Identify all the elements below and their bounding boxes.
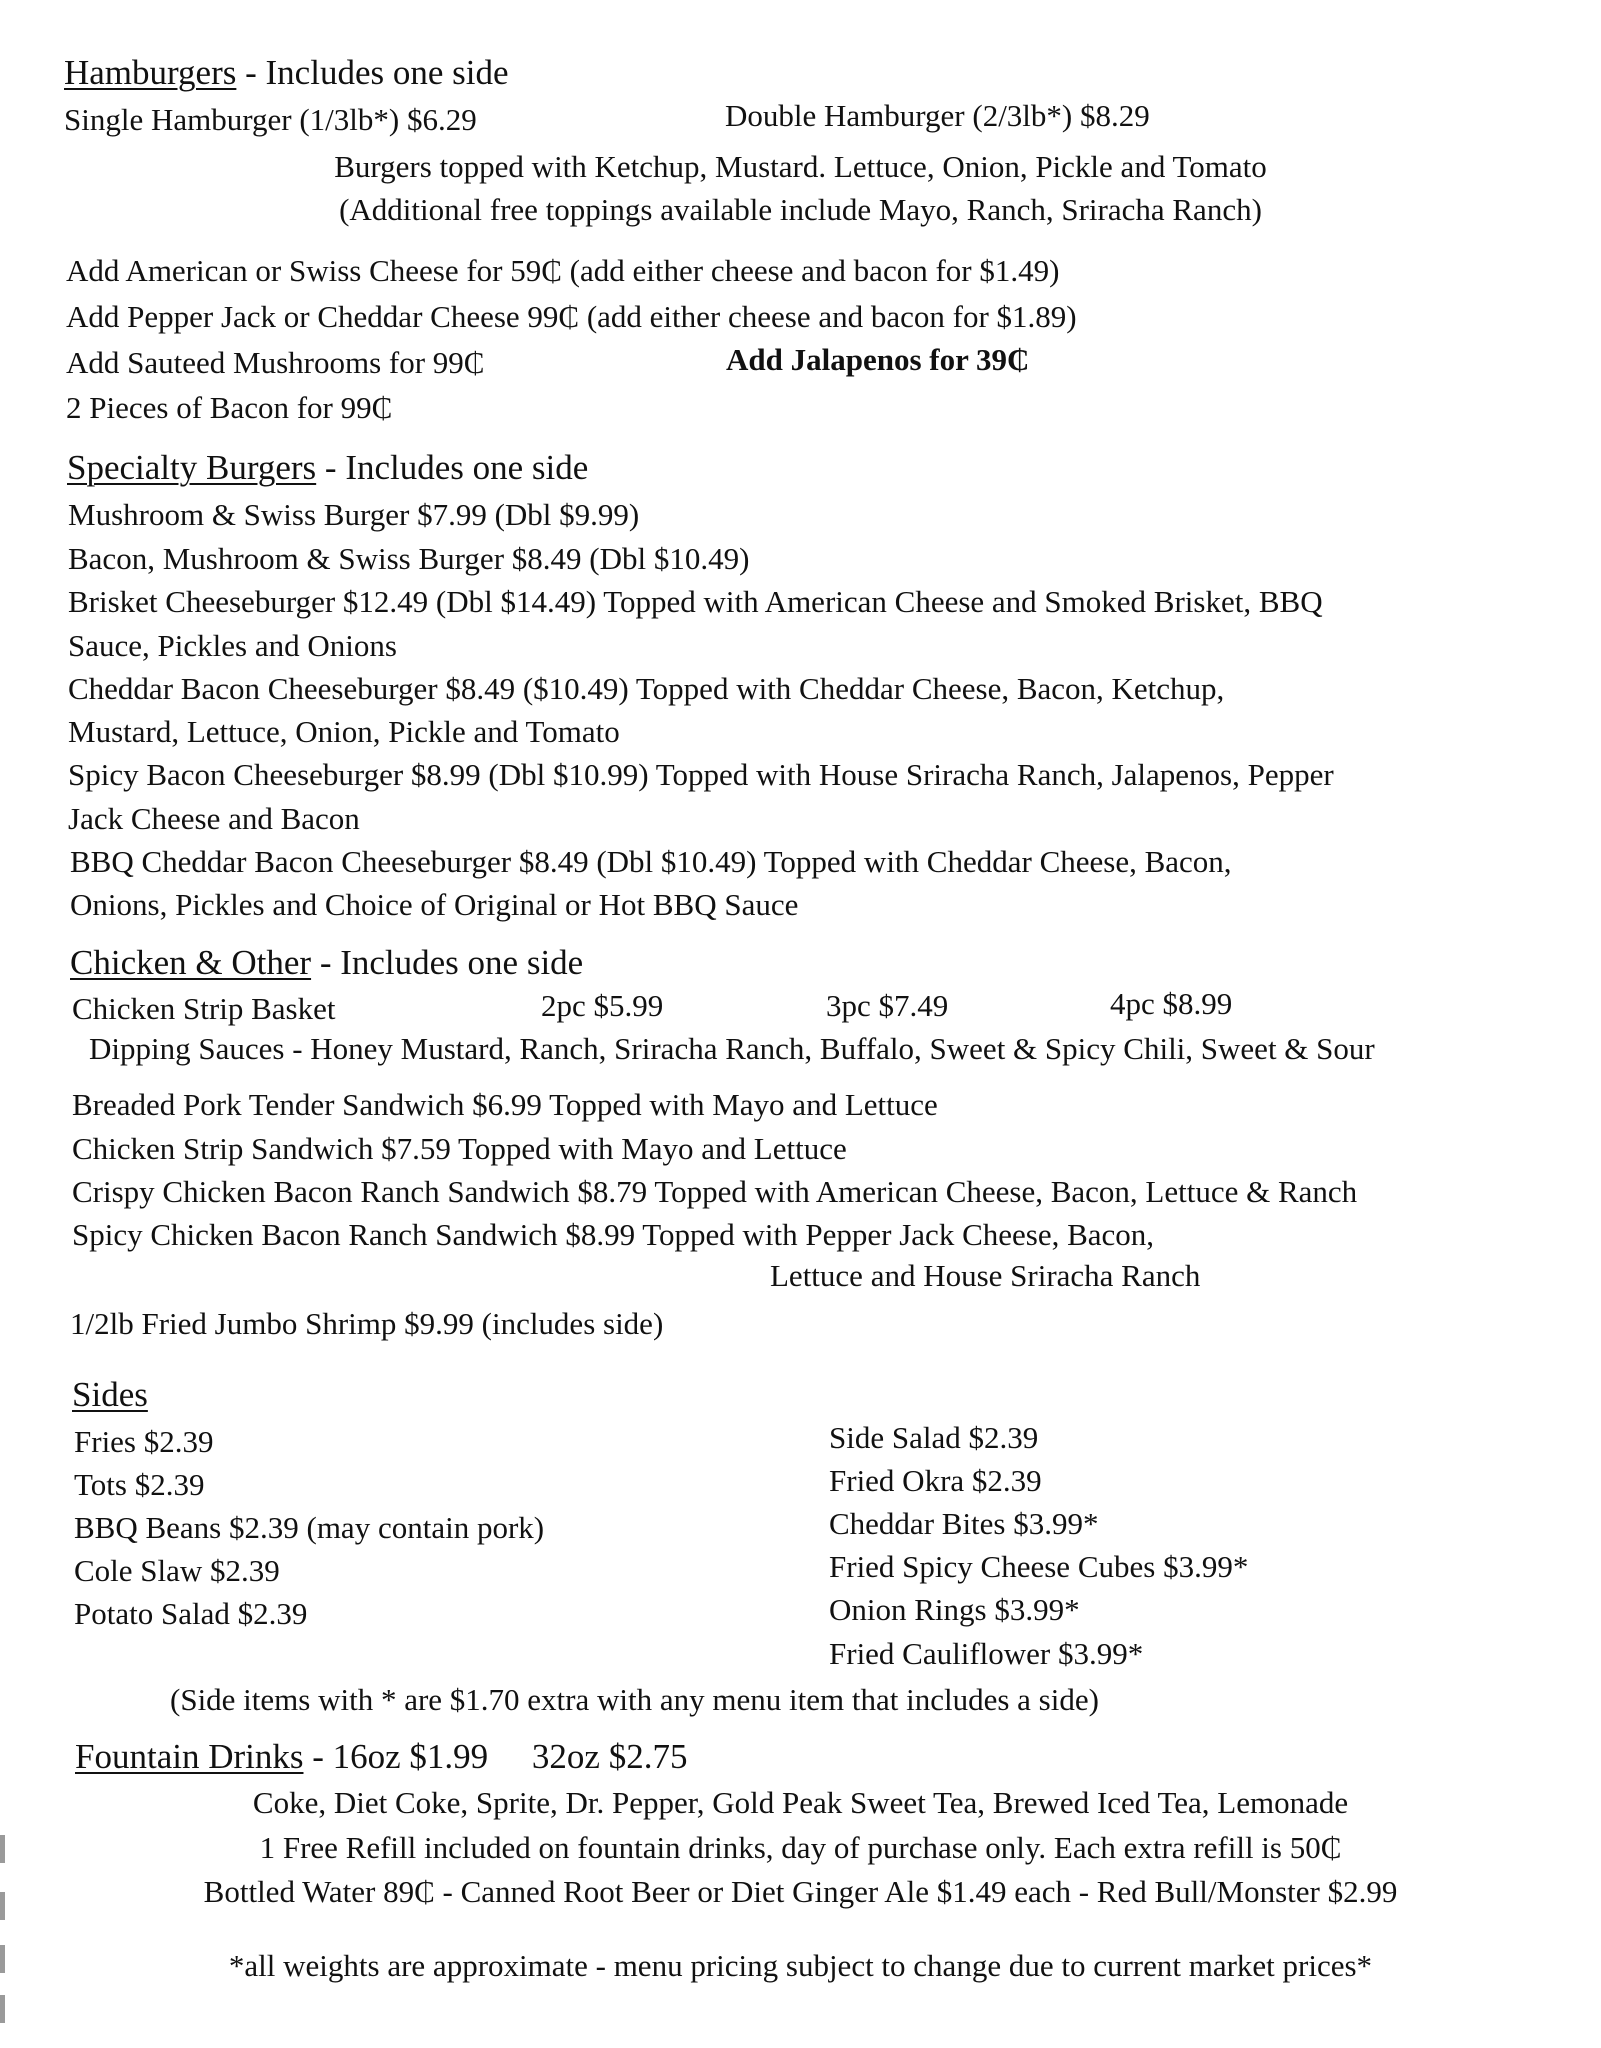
footer-disclaimer: *all weights are approximate - menu pricing subject to change due to current market prices*	[228, 1948, 1373, 1983]
specialty-subtitle: - Includes one side	[316, 448, 589, 487]
side-item: Potato Salad $2.39	[74, 1596, 308, 1631]
side-item: Fries $2.39	[74, 1424, 214, 1459]
chicken-line: Breaded Pork Tender Sandwich $6.99 Topped with Mayo and Lettuce	[72, 1087, 938, 1122]
chicken-strip-basket: Chicken Strip Basket	[72, 991, 336, 1026]
side-item: Side Salad $2.39	[829, 1420, 1039, 1455]
drinks-title: Fountain Drinks	[75, 1737, 304, 1776]
specialty-line: Spicy Bacon Cheeseburger $8.99 (Dbl $10.99) Topped with House Sriracha Ranch, Jalapenos, Pepper	[68, 757, 1334, 792]
bottled-drinks: Bottled Water 89₵ - Canned Root Beer or Diet Ginger Ale $1.49 each - Red Bull/Monster $2.99	[203, 1874, 1398, 1909]
basket-2pc: 2pc $5.99	[541, 988, 664, 1023]
drink-flavors: Coke, Diet Coke, Sprite, Dr. Pepper, Gold Peak Sweet Tea, Brewed Iced Tea, Lemonade	[252, 1785, 1349, 1820]
chicken-heading	[70, 942, 583, 984]
chicken-line: Chicken Strip Sandwich $7.59 Topped with Mayo and Lettuce	[72, 1131, 847, 1166]
specialty-line: Brisket Cheeseburger $12.49 (Dbl $14.49) Topped with American Cheese and Smoked Brisket, BBQ	[68, 584, 1323, 619]
specialty-heading	[67, 447, 588, 489]
addon-american-swiss: Add American or Swiss Cheese for 59₵ (add either cheese and bacon for $1.49)	[66, 253, 1060, 288]
drinks-sizes: - 16oz $1.99 32oz $2.75	[303, 1737, 688, 1776]
double-hamburger: Double Hamburger (2/3lb*) $8.29	[725, 98, 1150, 133]
chicken-subtitle: - Includes one side	[311, 943, 584, 982]
chicken-title: Chicken & Other	[70, 943, 312, 982]
side-item: Fried Spicy Cheese Cubes $3.99*	[829, 1549, 1249, 1584]
sides-title: Sides	[72, 1375, 148, 1414]
addon-jalapenos: Add Jalapenos for 39₵	[726, 342, 1030, 377]
chicken-line: Crispy Chicken Bacon Ranch Sandwich $8.79 Topped with American Cheese, Bacon, Lettuce & Ranch	[72, 1174, 1358, 1209]
specialty-line: Jack Cheese and Bacon	[68, 801, 360, 836]
burger-toppings: Burgers topped with Ketchup, Mustard. Lettuce, Onion, Pickle and Tomato	[334, 149, 1267, 184]
specialty-line: Mushroom & Swiss Burger $7.99 (Dbl $9.99)	[68, 497, 640, 532]
scan-edge-mark	[0, 1945, 5, 1973]
side-item: Onion Rings $3.99*	[829, 1592, 1080, 1627]
addon-pepperjack-cheddar: Add Pepper Jack or Cheddar Cheese 99₵ (add either cheese and bacon for $1.89)	[66, 299, 1077, 334]
sides-note: (Side items with * are $1.70 extra with any menu item that includes a side)	[170, 1682, 1099, 1717]
side-item: Tots $2.39	[74, 1467, 205, 1502]
fried-shrimp: 1/2lb Fried Jumbo Shrimp $9.99 (includes side)	[70, 1306, 664, 1341]
specialty-line: Bacon, Mushroom & Swiss Burger $8.49 (Dbl $10.49)	[68, 541, 750, 576]
side-item: Fried Okra $2.39	[829, 1463, 1042, 1498]
scan-edge-mark	[0, 1835, 5, 1863]
specialty-line: Onions, Pickles and Choice of Original or Hot BBQ Sauce	[70, 887, 799, 922]
side-item: BBQ Beans $2.39 (may contain pork)	[74, 1510, 545, 1545]
specialty-title: Specialty Burgers	[67, 448, 317, 487]
additional-toppings: (Additional free toppings available include Mayo, Ranch, Sriracha Ranch)	[339, 192, 1262, 227]
side-item: Cheddar Bites $3.99*	[829, 1506, 1099, 1541]
sides-heading	[72, 1374, 148, 1416]
side-item: Cole Slaw $2.39	[74, 1553, 280, 1588]
single-hamburger: Single Hamburger (1/3lb*) $6.29	[64, 102, 477, 137]
addon-bacon: 2 Pieces of Bacon for 99₵	[66, 390, 393, 425]
hamburgers-heading	[64, 52, 509, 94]
specialty-line: Sauce, Pickles and Onions	[68, 628, 397, 663]
hamburgers-title: Hamburgers	[64, 53, 237, 92]
basket-4pc: 4pc $8.99	[1110, 986, 1233, 1021]
addon-mushrooms: Add Sauteed Mushrooms for 99₵	[66, 345, 485, 380]
specialty-line: Cheddar Bacon Cheeseburger $8.49 ($10.49) Topped with Cheddar Cheese, Bacon, Ketchup,	[68, 671, 1225, 706]
specialty-line: Mustard, Lettuce, Onion, Pickle and Tomato	[68, 714, 620, 749]
basket-3pc: 3pc $7.49	[826, 988, 949, 1023]
chicken-line: Spicy Chicken Bacon Ranch Sandwich $8.99 Topped with Pepper Jack Cheese, Bacon,	[72, 1217, 1155, 1252]
hamburgers-subtitle: - Includes one side	[236, 53, 509, 92]
drinks-heading	[75, 1736, 687, 1778]
specialty-line: BBQ Cheddar Bacon Cheeseburger $8.49 (Dbl $10.49) Topped with Cheddar Cheese, Bacon,	[70, 844, 1232, 879]
spicy-sandwich-continued: Lettuce and House Sriracha Ranch	[770, 1258, 1201, 1293]
side-item: Fried Cauliflower $3.99*	[829, 1636, 1144, 1671]
scan-edge-mark	[0, 1995, 5, 2023]
scan-edge-mark	[0, 1892, 5, 1920]
dipping-sauces: Dipping Sauces - Honey Mustard, Ranch, Sriracha Ranch, Buffalo, Sweet & Spicy Chili, Sweet & Sour	[89, 1031, 1375, 1066]
refill-policy: 1 Free Refill included on fountain drinks, day of purchase only. Each extra refill is 50₵	[259, 1830, 1342, 1865]
